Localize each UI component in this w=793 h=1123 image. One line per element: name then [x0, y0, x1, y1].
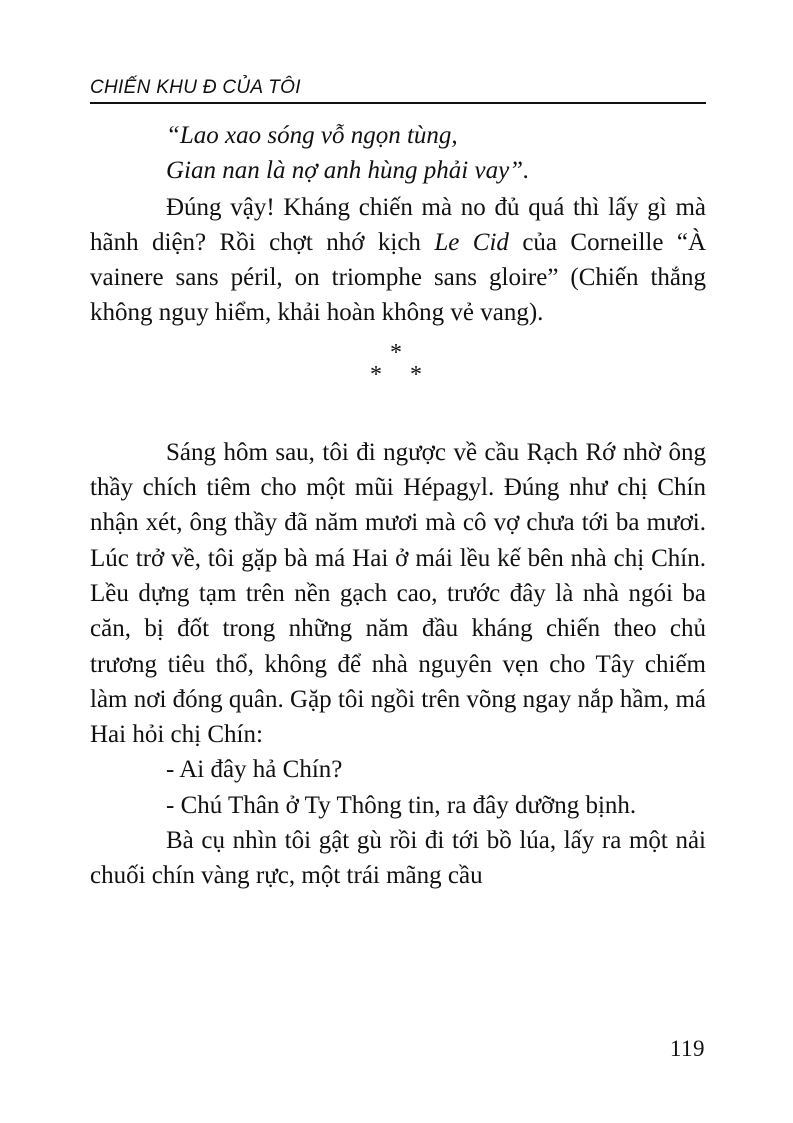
running-header: [90, 72, 706, 104]
page-number: 119: [669, 1036, 705, 1061]
separator-star-left: *: [370, 361, 382, 388]
section-separator: [90, 341, 706, 435]
verse-line-1: “Lao xao sóng vỗ ngọn tùng,: [166, 122, 458, 149]
separator-star-right: *: [410, 361, 422, 388]
page-body: [90, 118, 706, 894]
dialogue-line-1: - Ai đây hả Chín?: [166, 756, 343, 784]
paragraph-1: [90, 190, 706, 331]
book-title: CHIẾN KHU Đ CỦA TÔI: [90, 77, 301, 98]
paragraph-1-part-1: Đúng vậy! Kháng chiến mà no đủ quá thì lấy gì mà hãnh diện? Rồi chợt nhớ kịch: [90, 193, 706, 256]
verse-line-2: Gian nan là nợ anh hùng phải vay”.: [166, 157, 530, 185]
play-title: Le Cid: [434, 228, 509, 256]
paragraph-1-part-2: của Corneille “À vainere sans péril, on triomphe sans gloire” (Chiến thắng không nguy hiểm, khải hoàn không vẻ vang).: [90, 228, 707, 327]
separator-star-top: *: [390, 339, 402, 366]
paragraph-2: Sáng hôm sau, tôi đi ngược về cầu Rạch Rớ nhờ ông thầy chích tiêm cho một mũi Hépagyl. Đúng như chị Chín nhận xét, ông thầy đã năm mươi mà cô vợ chưa tới ba mươi. Lúc trở về, tôi gặp bà má Hai ở mái lều kế bên nhà chị Chín. Lều dựng tạm trên nền gạch cao, trước đây là nhà ngói ba căn, bị đốt trong những năm đầu kháng chiến theo chủ trương tiêu thổ, không để nhà nguyên vẹn cho Tây chiếm làm nơi đóng quân. Gặp tôi ngồi trên võng ngay nắp hầm, má Hai hỏi chị Chín:: [90, 438, 706, 749]
paragraph-3: Bà cụ nhìn tôi gật gù rồi đi tới bồ lúa, lấy ra một nải chuối chín vàng rực, một trái mãng cầu: [90, 827, 706, 890]
dialogue-line-2: - Chú Thân ở Ty Thông tin, ra đây dưỡng bịnh.: [166, 791, 637, 819]
